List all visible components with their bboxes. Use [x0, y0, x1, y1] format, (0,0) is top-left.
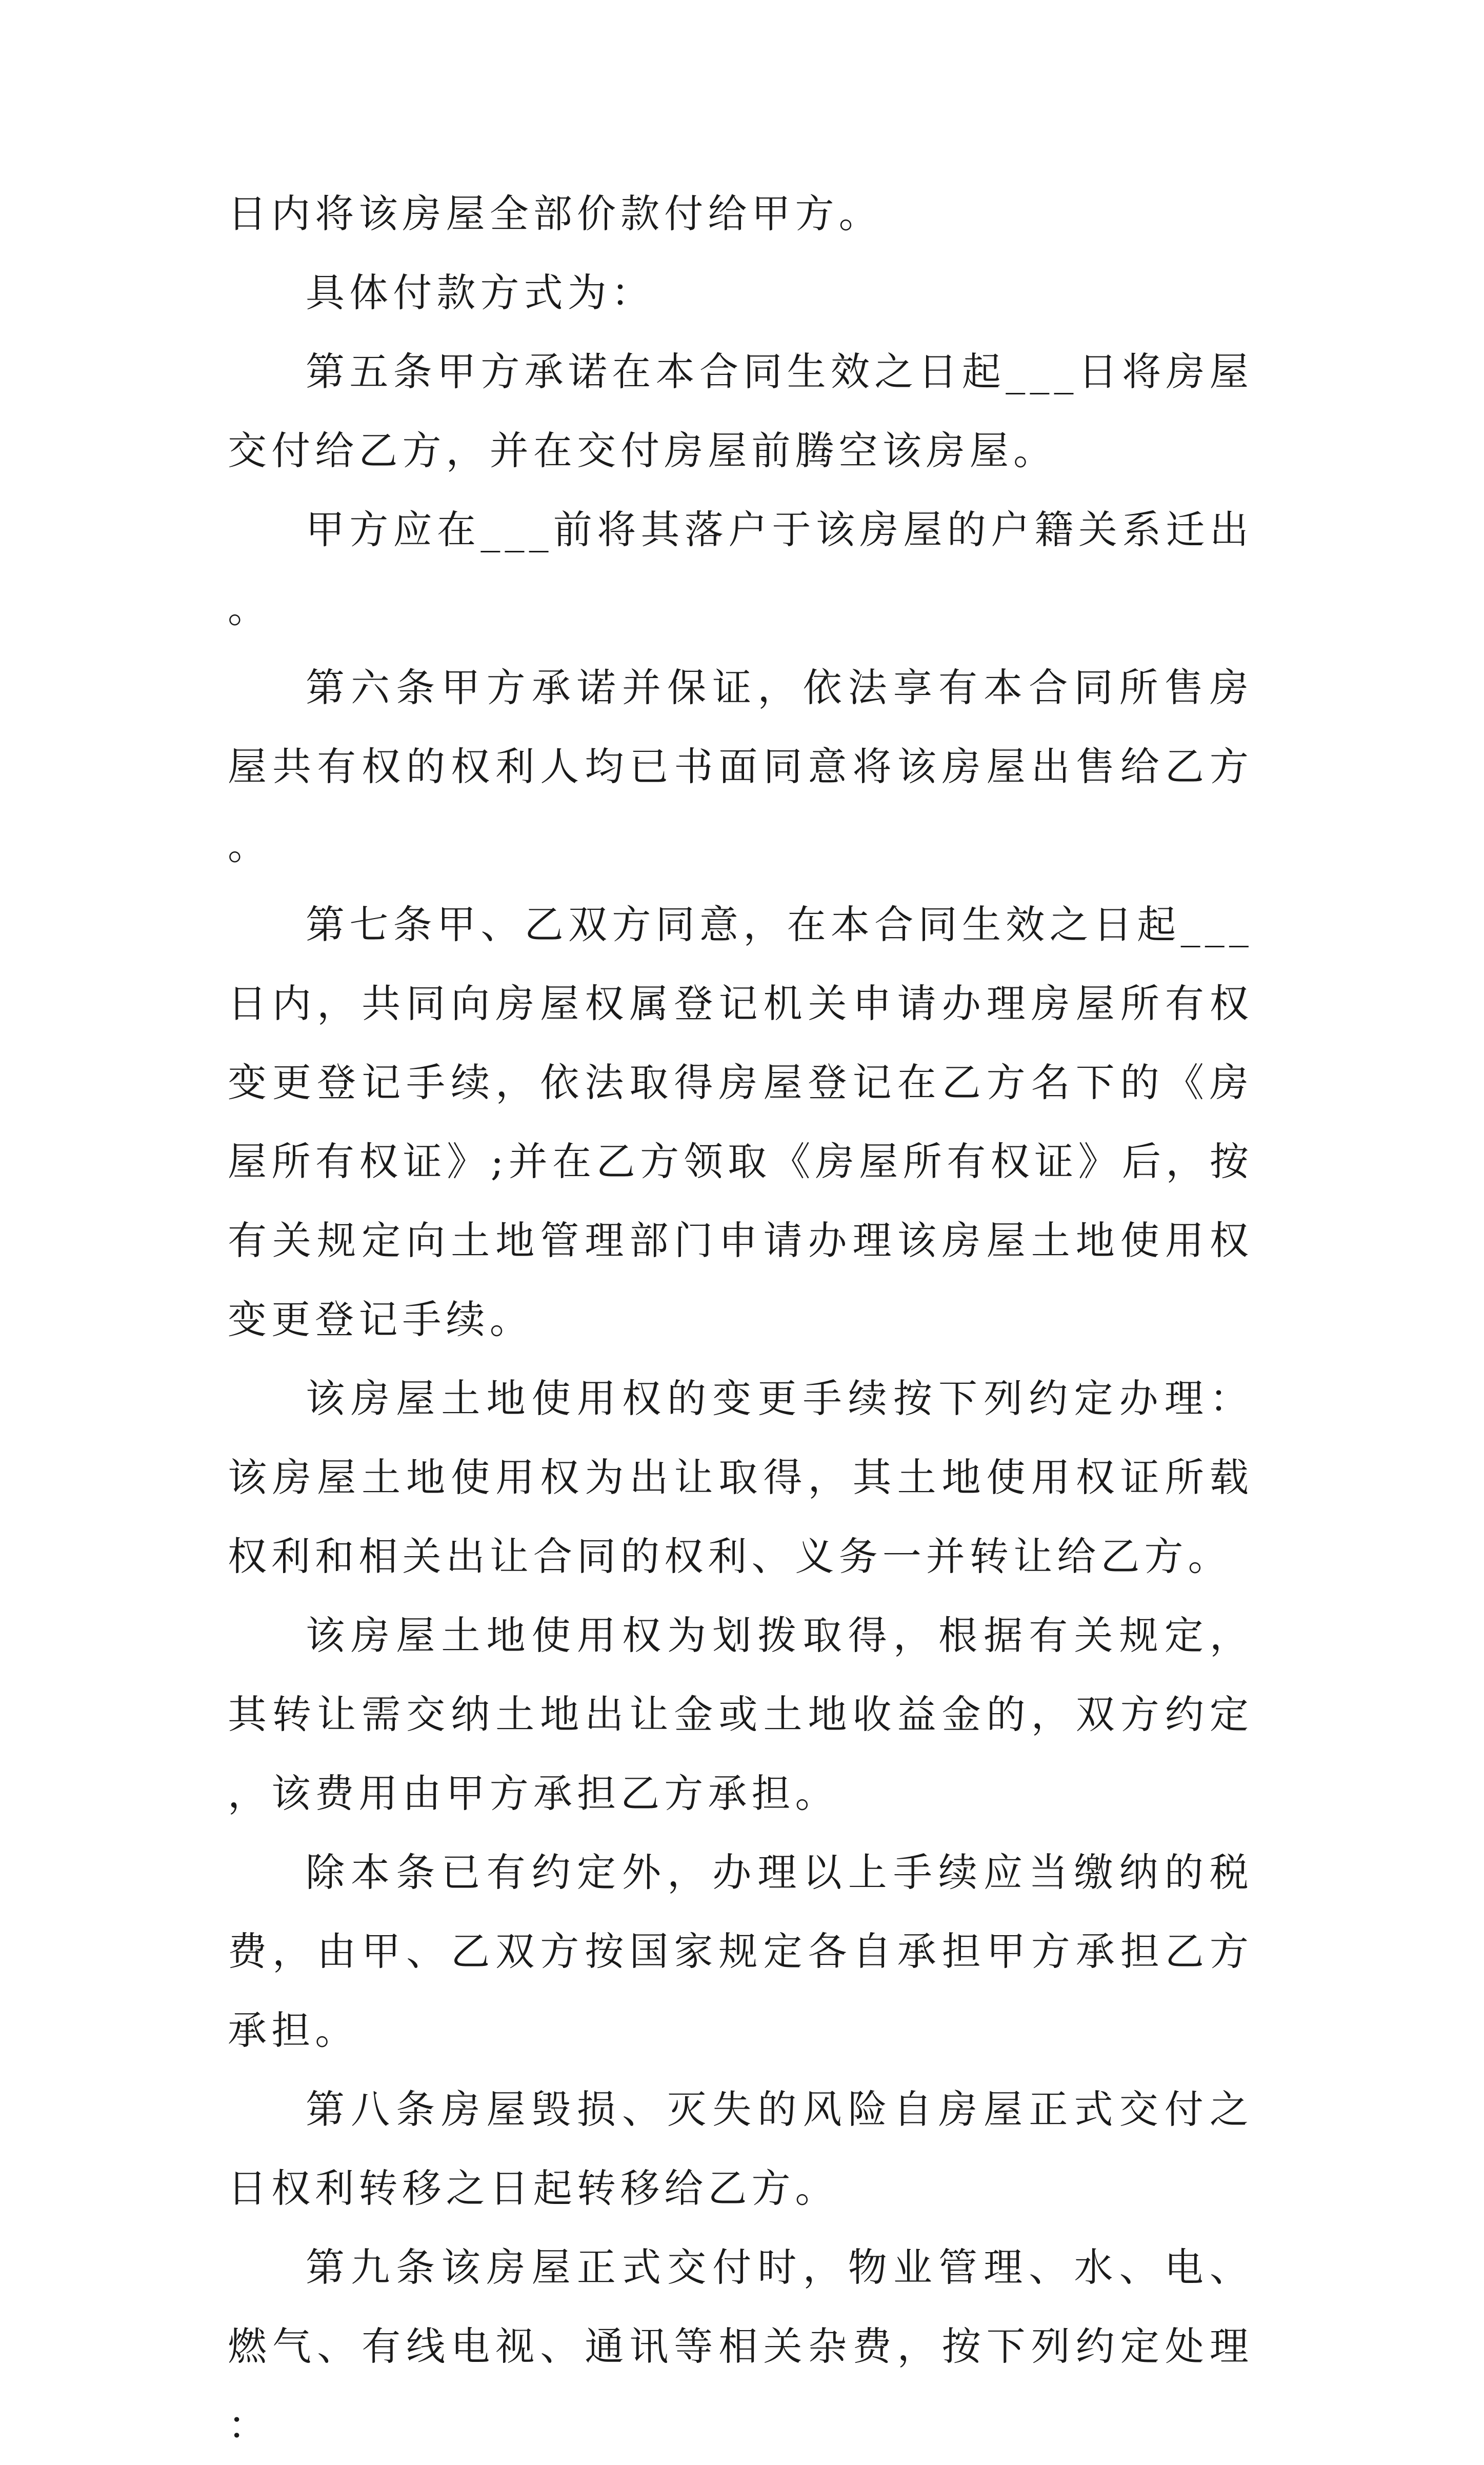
paragraph-article-8: 第八条房屋毁损、灭失的风险自房屋正式交付之日权利转移之日起转移给乙方。: [228, 2086, 1253, 2211]
paragraph-land-use-transfer: 该房屋土地使用权的变更手续按下列约定办理：该房屋土地使用权为出让取得，其土地使用权证所载权利和相关出让合同的权利、义务一并转让给乙方。: [228, 1376, 1253, 1579]
paragraph-taxes-fees: 除本条已有约定外，办理以上手续应当缴纳的税费，由甲、乙双方按国家规定各自承担甲方承担乙方承担。: [228, 1850, 1253, 2053]
document-body: [228, 174, 1253, 2465]
paragraph-payment-continuation: 日内将该房屋全部价款付给甲方。: [228, 191, 883, 236]
paragraph-payment-method: 具体付款方式为：: [306, 270, 655, 315]
paragraph-article-7: 第七条甲、乙双方同意，在本合同生效之日起___日内，共同向房屋权属登记机关申请办理房屋所有权变更登记手续，依法取得房屋登记在乙方名下的《房屋所有权证》;并在乙方领取《房屋所有权证》后，按有关规定向土地管理部门申请办理该房屋土地使用权变更登记手续。: [228, 902, 1253, 1342]
paragraph-article-6: 第六条甲方承诺并保证，依法享有本合同所售房屋共有权的权利人均已书面同意将该房屋出售给乙方。: [228, 665, 1253, 868]
paragraph-household-registration: 甲方应在___前将其落户于该房屋的户籍关系迁出。: [228, 507, 1253, 631]
paragraph-land-use-allocation: 该房屋土地使用权为划拨取得，根据有关规定，其转让需交纳土地出让金或土地收益金的，双方约定，该费用由甲方承担乙方承担。: [228, 1613, 1253, 1816]
paragraph-article-5: 第五条甲方承诺在本合同生效之日起___日将房屋交付给乙方，并在交付房屋前腾空该房屋。: [228, 349, 1253, 473]
paragraph-article-9: 第九条该房屋正式交付时，物业管理、水、电、燃气、有线电视、通讯等相关杂费，按下列约定处理：: [228, 2244, 1253, 2448]
